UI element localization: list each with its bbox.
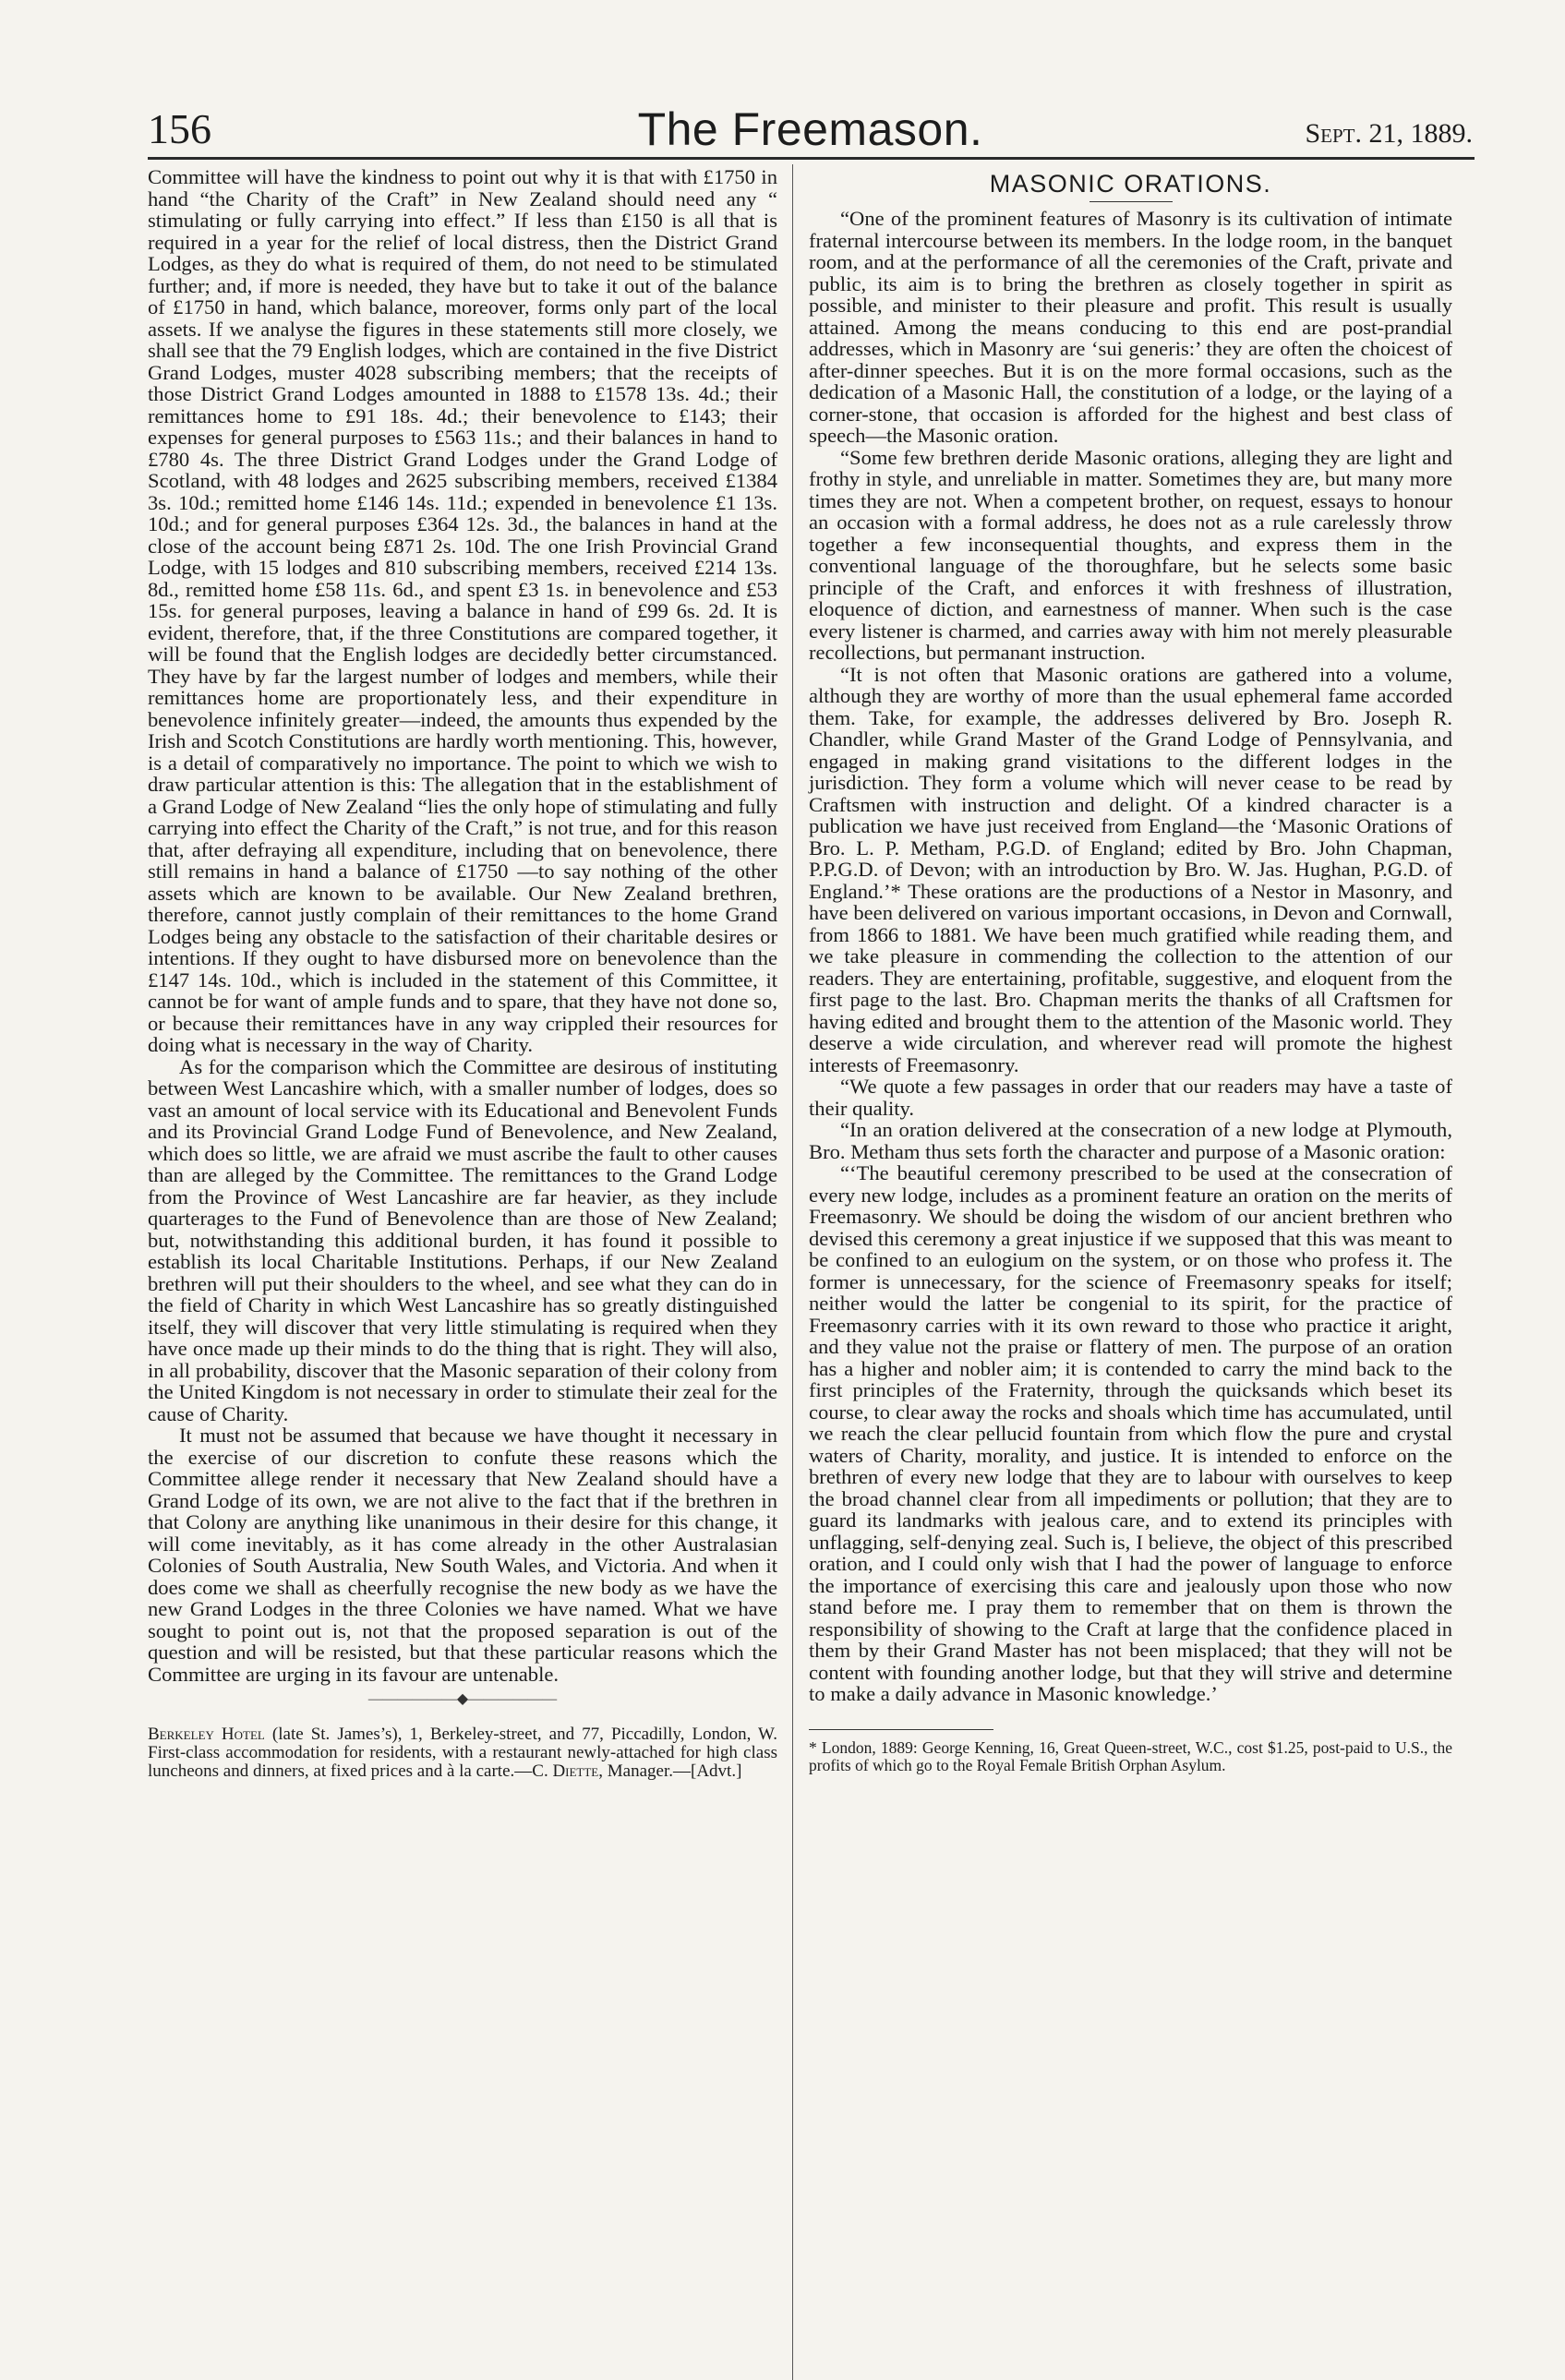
article-paragraph: As for the comparison which the Committee are desirous of instituting between West Lancashire which, with a smaller number of lodges, does so vast an amount of local service with its Educational and Benevolent Funds and its Provincial Grand Lodge Fund of Benevolence, and New Zealand, which does so little, we are afraid we must ascribe the fault to other causes than are alleged by the Committee. The remittances to the Grand Lodge from the Province of West Lancashire are far heavier, as they include quarterages to the Fund of Benevolence than are those of New Zealand; but, notwithstanding this additional burden, it has found it possible to establish its local Charitable Institutions. Perhaps, if our New Zealand brethren will put their shoulders to the wheel, and see what they can do in the field of Charity in which West Lancashire has so greatly distinguished itself, they will discover that very little stimulating is required when they have once made up their minds to do the thing that is right. They will also, in all probability, discover that the Masonic separation of their colony from the United Kingdom is not necessary in order to stimulate their zeal for the cause of Charity. [148,1054,777,1425]
article-paragraph: Committee will have the kindness to point out why it is that with £1750 in hand “the Charity of the Craft” in New Zealand should need any “ stimulating or fully carrying into effect.” If less than £150 is all that is required in a year for the relief of local distress, then the District Grand Lodges, as they do what is required of them, do not need to be stimulated further; and, if more is needed, they have but to take it out of the balance of £1750 in hand, which balance, moreover, forms only part of the local assets. If we analyse the figures in these statements still more closely, we shall see that the 79 English lodges, which are contained in the five District Grand Lodges, muster 4028 subscribing members; that the receipts of those District Grand Lodges amounted in 1888 to £1578 13s. 4d.; their remittances home to £91 18s. 4d.; their benevolence to £143; their expenses for general purposes to £563 11s.; and their balances in hand to £780 4s. The three District Grand Lodges under the Grand Lodge of Scotland, with 48 lodges and 2625 subscribing members, received £1384 3s. 10d.; remitted home £146 14s. 11d.; expended in benevolence £1 13s. 10d.; and for general purposes £364 12s. 3d., the balances in hand at the close of the account being £871 2s. 10d. The one Irish Provincial Grand Lodge, with 15 lodges and 810 subscribing members, received £214 13s. 8d., remitted home £58 11s. 6d., and spent £3 1s. in benevolence and £53 15s. for general purposes, leaving a balance in hand of £99 6s. 2d. It is evident, therefore, that, if the three Constitutions are compared together, it will be found that the English lodges are decidedly better circumstanced. They have by far the largest number of lodges and members, while their remittances home are proportionately less, and their expenditure in benevolence infinitely greater—indeed, the amounts thus expended by the Irish and Scotch Constitutions are hardly worth mentioning. This, however, is a detail of comparatively no importance. The point to which we wish to draw particular attention is this: The allegation that in the establishment of a Grand Lodge of New Zealand “lies the only hope of stimulating and fully carrying into effect the Charity of the Craft,” is not true, and for this reason that, after defraying all expenditure, including that on benevolence, there still remains in hand a balance of £1750 —to say nothing of the other assets which are known to be available. Our New Zealand brethren, therefore, cannot justly complain of their remittances to the home Grand Lodges being any obstacle to the satisfaction of their charitable desires or intentions. If they ought to have disbursed more on benevolence than the £147 14s. 10d., which is included in the statement of this Committee, it cannot be for want of ample funds and to spare, that they have not done so, or because their remittances have in any way crippled their resources for doing what is necessary in the way of Charity. [148,165,777,1056]
advert-hotel-name: Berkeley Hotel [148,1725,265,1744]
section-divider-ornament: ——————◆—————— [367,1691,558,1707]
section-heading: MASONIC ORATIONS. [989,170,1272,198]
article-paragraph: “In an oration delivered at the consecration of a new lodge at Plymouth, Bro. Metham thus sets forth the character and purpose of a Masonic oration: [809,1118,1452,1163]
footnote: * London, 1889: George Kenning, 16, Great Queen-street, W.C., cost $1.25, post-paid to U.S., the profits of which go to the Royal Female British Orphan Asylum. [809,1737,1452,1774]
quoted-oration: “‘The beautiful ceremony prescribed to be used at the consecration of every new lodge, includes as a prominent feature an oration on the merits of Freemasonry. We should be doing the wisdom of our ancient brethren who devised this ceremony a great injustice if we supposed that this was meant to be confined to an eulogium on the system, or on those who profess it. The former is unnecessary, for the science of Freemasonry speaks for itself; neither would the latter be congenial to its spirit, for the practice of Freemasonry carries with it its own reward to those who practice it aright, and they value not the praise or flattery of men. The purpose of an oration has a higher and nobler aim; it is contended to carry the mind back to the first principles of the Fraternity, through the quicksands which beset its course, to clear away the rocks and shoals which time has accumulated, until we reach the clear pellucid fountain from which flow the pure and crystal waters of Charity, morality, and justice. It is intended to enforce on the brethren of every new lodge that they are to labour with ourselves to keep the broad channel clear from all impediments or pollution; that they are to guard its landmarks with jealous care, and to extend its principles with unflagging, self-denying zeal. Such is, I believe, the object of this prescribed oration, and I could only wish that I had the power of language to enforce the importance of exercising this care and jealously upon those who now stand before me. I pray them to remember that on them is thrown the responsibility of showing to the Craft at large that the confidence placed in them by their Grand Master has not been misplaced; that they will not be content with founding another lodge, but that they will strive and determine to make a daily advance in Masonic knowledge.’ [809,1161,1452,1705]
advertisement [148,1725,777,1781]
column-divider [792,164,793,2380]
advert-manager: C. Diette [532,1761,599,1781]
page-number: 156 [148,105,211,152]
article-paragraph: “One of the prominent features of Masonry is its cultivation of intimate fraternal intercourse between its members. In the lodge room, in the banquet room, and at the performance of all the ceremonies of the Craft, private and public, its aim is to bring the brethren as closely together in spirit as possible, and minister to their pleasure and profit. This result is usually attained. Among the means conducing to this end are post-prandial addresses, which in Masonry are ‘sui generis:’ they are often the choicest of after-dinner speeches. But it is on the more formal occasions, such as the dedication of a Masonic Hall, the constitution of a lodge, or the laying of a corner-stone, that occasion is afforded for the highest and best class of speech—the Masonic oration. [809,207,1452,447]
left-column [148,166,777,1781]
article-paragraph: “We quote a few passages in order that our readers may have a taste of their quality. [809,1075,1452,1120]
issue-date: Sept. 21, 1889. [1305,118,1473,149]
header-rule [148,157,1475,160]
heading-rule [1089,201,1173,202]
article-paragraph: It must not be assumed that because we have thought it necessary in the exercise of our discretion to confute these reasons which the Committee allege render it necessary that New Zealand should have a Grand Lodge of its own, we are not alive to the fact that if the brethren in that Colony are anything like unanimous in their desire for this change, it will come inevitably, as it has come already in the other Australasian Colonies of South Australia, New South Wales, and Victoria. And when it does come we shall as cheerfully recognise the new body as we have the new Grand Lodges in the three Colonies we have named. What we have sought to point out is, not that the proposed separation is out of the question and will be resisted, but that these particular reasons which the Committee are urging in its favour are untenable. [148,1424,777,1686]
publication-title: The Freemason. [637,103,983,155]
right-column [809,166,1452,1774]
article-paragraph: “It is not often that Masonic orations are gathered into a volume, although they are worthy of more than the usual ephemeral fame accorded them. Take, for example, the addresses delivered by Bro. Joseph R. Chandler, while Grand Master of the Grand Lodge of Pennsylvania, and engaged in making grand visitations to the different lodges in the jurisdiction. They form a volume which will never cease to be read by Craftsmen with instruction and delight. Of a kindred character is a publication we have just received from England—the ‘Masonic Orations of Bro. L. P. Metham, P.G.D. of England; edited by Bro. John Chapman, P.P.G.D. of Devon; with an introduction by Bro. W. Jas. Hughan, P.G.D. of England.’* These orations are the productions of a Nestor in Masonry, and have been delivered on various important occasions, in Devon and Cornwall, from 1866 to 1881. We have been much gratified while reading them, and we take pleasure in commending the collection to the attention of our readers. They are entertaining, profitable, suggestive, and eloquent from the first page to the last. Bro. Chapman merits the thanks of all Craftsmen for having edited and brought them to the attention of the Masonic world. They deserve a wide circulation, and wherever read will promote the highest interests of Freemasonry. [809,662,1452,1076]
advert-body: (late St. James’s), 1, Berkeley-street, and 77, Piccadilly, London, W. First-class accommodation for residents, with a restaurant newly-attached for high class luncheons and dinners, at fixed prices and à la carte.— [148,1725,777,1781]
advert-tail: , Manager.—[Advt.] [598,1761,742,1781]
masthead [148,103,1473,159]
footnote-rule [809,1729,993,1730]
article-paragraph: “Some few brethren deride Masonic orations, alleging they are light and frothy in style, and unreliable in matter. Sometimes they are, but many more times they are not. When a competent brother, on request, essays to honour an occasion with a formal address, he does not as a rule carelessly throw together a few inconsequential thoughts, and express them in the conventional language of the thoroughfare, but he selects some basic principle of the Craft, and enforces it with freshness of illustration, eloquence of diction, and earnestness of manner. When such is the case every listener is charmed, and carries away with him not merely pleasurable recollections, but permanant instruction. [809,445,1452,664]
